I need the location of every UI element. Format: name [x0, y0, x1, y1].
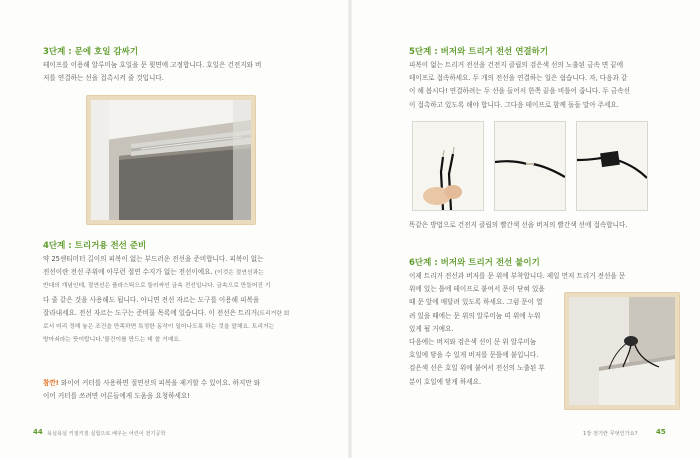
step6-line: 다음에는 버저와 검은색 선이 문 위 알루미늄 [409, 338, 537, 347]
buzzer-door-illustration [569, 297, 675, 405]
step4-line-main: 반대의 개념인데, 절연선은 플라스틱으로 둘러싸인 금속 전선입니다. [43, 283, 215, 290]
step3-line: 테이프를 이용해 알루미늄 호일을 문 윗면에 고정합니다. 호일은 건전지와 버 [43, 61, 262, 69]
step6-title: 6단계 : 버저와 트리거 전선 붙이기 [409, 258, 540, 268]
step4-line [43, 266, 289, 280]
step3-text [43, 59, 261, 85]
step3-line: 저를 연결하는 선을 접촉시켜 줄 것입니다. [43, 74, 164, 83]
step5-title: 5단계 : 버저와 트리거 전선 연결하기 [409, 47, 549, 57]
step4-title: 4단계 : 트리거용 전선 준비 [43, 241, 147, 251]
step6-line: 때 문 앞에 매달려 있도록 하세요. 그럼 문이 열 [409, 298, 543, 307]
step4-line: 방아쇠라는 뜻이랍니다.'물건이를 만드는 데 쓸 거예요. [43, 337, 181, 344]
step6-line: 검은색 선은 호일 위에 붙여서 전선의 노출된 부 [409, 364, 545, 373]
door-foil-illustration [91, 100, 251, 220]
door-foil-photo [86, 95, 256, 225]
step6-line: 려 있을 때에는 문 위의 알루미늄 띠 위에 누워 [409, 311, 541, 320]
step4-line [43, 280, 289, 293]
step4-line: 로서 미리 정해 놓은 조건을 만족하면 특정한 동작이 일어나도록 하는 것을 말해요. 트리거는 [43, 324, 275, 331]
step4-line-main: 잘라내세요. 전선 자르는 도구는 준비물 목록에 있습니다. 이 전선은 트리거 [43, 308, 258, 317]
warning-line: 이어 커터를 쓰려면 어른들에게 도움을 요청하세요! [43, 392, 190, 401]
step6-line: 호일에 닿을 수 있게 버저를 문틀에 붙입니다. [409, 351, 539, 360]
step4-line: 다 줄 같은 것을 사용해도 됩니다. 아니면 전선 자르는 도구를 이용해 피복을 [43, 295, 260, 304]
wire-photo-3-illustration [577, 122, 647, 210]
wire-twist-photo-1 [412, 121, 484, 211]
step5-text [409, 59, 630, 112]
wire-twist-photo-2 [494, 121, 566, 211]
warning-line [43, 377, 260, 390]
step4-line-main: 전선이란 전선 주위에 아무런 절연 수지가 없는 전선이에요. [43, 268, 213, 277]
step3-title: 3단계 : 문에 호일 감싸기 [43, 47, 139, 57]
step4-line-note: (트리거란 회 [257, 310, 290, 317]
step5-line: 피복이 없는 트리거 전선을 건전지 클립의 검은색 선의 노출된 금속 면 끝에 [409, 61, 624, 69]
step6-line: 분이 호일에 닿게 하세요. [409, 377, 482, 386]
step6-line: 있게 될 거예요. [409, 324, 454, 333]
step4-text [43, 253, 289, 347]
step5-after [409, 219, 627, 232]
wire-photo-2-illustration [495, 122, 565, 210]
footer-left: 욕실욕실 키질키질 실험으로 배우는 어린이 전기공학 [47, 431, 166, 437]
step4-line [43, 307, 289, 321]
step5-line: 테이프로 접속하세요. 두 개의 전선을 연결하는 일은 쉽습니다. 자, 다음과 같 [409, 74, 628, 83]
step4-line-note: 금속으로 만들어진 기 [214, 283, 271, 290]
step6-line: 위에 있는 틀에 테이프로 붙여서 문이 닫혀 있을 [409, 285, 545, 294]
step5-after-line: 똑같은 방법으로 건전지 클립의 빨간색 선을 버저의 빨간색 선에 접속합니다. [409, 221, 628, 229]
right-page [350, 0, 700, 458]
warning-label: 참깐! [43, 379, 59, 387]
buzzer-door-photo [564, 292, 680, 410]
footer-right: 1장 전기란 무엇인가요? [583, 431, 638, 437]
page-number-right: 45 [656, 428, 666, 436]
page-number-left: 44 [33, 428, 43, 436]
warning-box [43, 377, 260, 403]
step4-line: 약 25센티미터 길이의 피복이 없는 부드러운 전선을 준비합니다. 피복이 없는 [43, 255, 264, 263]
step6-line: 이제 트리거 전선과 버저를 문 위에 부착합니다. 제일 먼저 트리거 전선을 문 [409, 272, 626, 280]
warning-text: 와이어 커터를 사용하면 절연선의 피복을 제거할 수 있어요. 하지만 와 [58, 379, 261, 387]
step5-line: 이 해 봅시다! 연결하려는 두 선을 들어서 한쪽 끝을 비틀어 줍니다. 두 금속선 [409, 87, 630, 96]
wire-photo-1-illustration [413, 122, 483, 210]
step4-line-note: (이것은 절연선과는 [214, 270, 264, 277]
wire-tape-photo-3 [576, 121, 648, 211]
step5-line: 이 접촉하고 있도록 해야 합니다. 그다음 테이프로 함께 돌돌 말아 주세요. [409, 100, 619, 109]
